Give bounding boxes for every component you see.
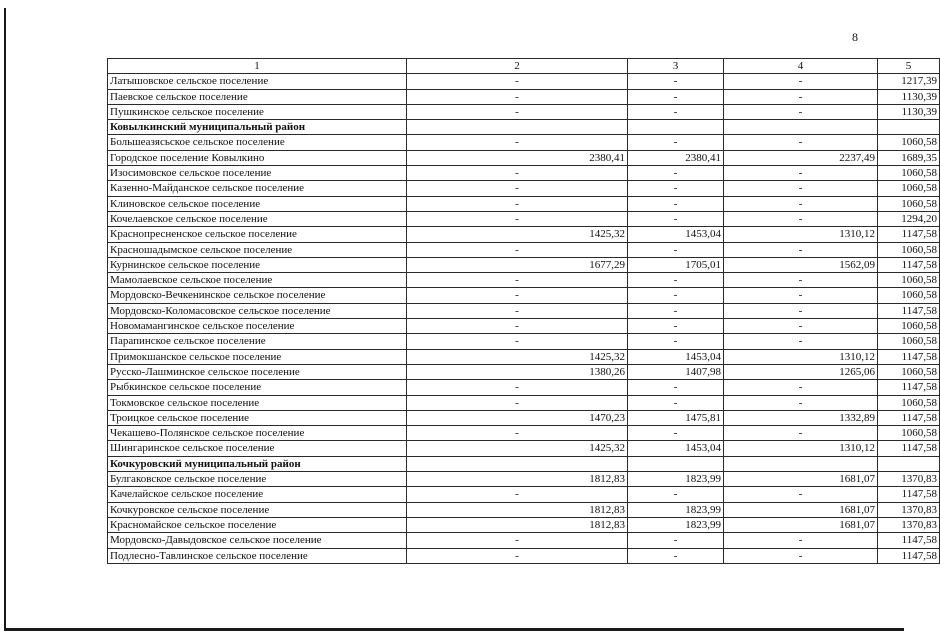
- value-cell-col3: -: [628, 211, 724, 226]
- value-cell-col2: -: [407, 487, 628, 502]
- value-cell-col3: -: [628, 426, 724, 441]
- value-cell-col4: [724, 120, 878, 135]
- value-cell-col4: -: [724, 533, 878, 548]
- value-cell-col2: 1812,83: [407, 472, 628, 487]
- value-cell-col5: 1060,58: [878, 288, 940, 303]
- value-cell-col3: -: [628, 74, 724, 89]
- value-cell-col5: 1060,58: [878, 181, 940, 196]
- value-cell-col2: -: [407, 181, 628, 196]
- settlement-name-cell: Русско-Лашминское сельское поселение: [108, 364, 407, 379]
- table-row: [108, 303, 940, 318]
- value-cell-col5: 1060,58: [878, 319, 940, 334]
- value-cell-col4: -: [724, 380, 878, 395]
- value-cell-col5: 1370,83: [878, 502, 940, 517]
- value-cell-col2: -: [407, 74, 628, 89]
- value-cell-col3: -: [628, 487, 724, 502]
- value-cell-col5: 1147,58: [878, 548, 940, 563]
- table-row: [108, 74, 940, 89]
- value-cell-col2: -: [407, 135, 628, 150]
- column-header-4: 4: [724, 59, 878, 74]
- value-cell-col3: 1407,98: [628, 364, 724, 379]
- settlement-name-cell: Новомамангинское сельское поселение: [108, 319, 407, 334]
- value-cell-col5: 1060,58: [878, 334, 940, 349]
- settlement-name-cell: Кочкуровский муниципальный район: [108, 456, 407, 471]
- settlement-name-cell: Красномайское сельское поселение: [108, 517, 407, 532]
- value-cell-col2: 1470,23: [407, 410, 628, 425]
- table-row: [108, 104, 940, 119]
- value-cell-col4: -: [724, 395, 878, 410]
- value-cell-col5: 1370,83: [878, 517, 940, 532]
- value-cell-col2: 1425,32: [407, 349, 628, 364]
- value-cell-col4: 1310,12: [724, 349, 878, 364]
- value-cell-col5: 1147,58: [878, 349, 940, 364]
- value-cell-col4: -: [724, 104, 878, 119]
- value-cell-col5: 1370,83: [878, 472, 940, 487]
- value-cell-col3: -: [628, 548, 724, 563]
- value-cell-col4: 1681,07: [724, 502, 878, 517]
- settlement-name-cell: Кочкуровское сельское поселение: [108, 502, 407, 517]
- value-cell-col2: -: [407, 380, 628, 395]
- settlement-name-cell: Городское поселение Ковылкино: [108, 150, 407, 165]
- value-cell-col5: 1060,58: [878, 166, 940, 181]
- settlement-name-cell: Краснопресненское сельское поселение: [108, 227, 407, 242]
- value-cell-col5: 1060,58: [878, 426, 940, 441]
- value-cell-col4: -: [724, 273, 878, 288]
- table-row: [108, 548, 940, 563]
- value-cell-col2: -: [407, 426, 628, 441]
- table-row: [108, 196, 940, 211]
- column-header-row: [108, 59, 940, 74]
- table-row: [108, 395, 940, 410]
- value-cell-col2: -: [407, 319, 628, 334]
- value-cell-col2: -: [407, 196, 628, 211]
- value-cell-col3: -: [628, 288, 724, 303]
- value-cell-col4: -: [724, 319, 878, 334]
- value-cell-col5: 1060,58: [878, 395, 940, 410]
- value-cell-col3: 1453,04: [628, 227, 724, 242]
- table-row: [108, 242, 940, 257]
- scan-edge-bottom: [4, 628, 904, 631]
- settlement-name-cell: Мордовско-Давыдовское сельское поселение: [108, 533, 407, 548]
- value-cell-col5: 1060,58: [878, 364, 940, 379]
- value-cell-col5: 1060,58: [878, 135, 940, 150]
- value-cell-col4: 1332,89: [724, 410, 878, 425]
- table-row: [108, 502, 940, 517]
- value-cell-col3: -: [628, 89, 724, 104]
- value-cell-col2: 1380,26: [407, 364, 628, 379]
- value-cell-col4: -: [724, 196, 878, 211]
- table-row: [108, 257, 940, 272]
- value-cell-col3: 1823,99: [628, 517, 724, 532]
- value-cell-col5: 1130,39: [878, 104, 940, 119]
- value-cell-col4: -: [724, 288, 878, 303]
- value-cell-col3: -: [628, 135, 724, 150]
- value-cell-col3: [628, 456, 724, 471]
- value-cell-col3: -: [628, 242, 724, 257]
- value-cell-col5: 1294,20: [878, 211, 940, 226]
- scan-edge-left: [4, 8, 6, 630]
- value-cell-col2: 1425,32: [407, 227, 628, 242]
- value-cell-col2: -: [407, 303, 628, 318]
- table-row: [108, 135, 940, 150]
- value-cell-col4: -: [724, 334, 878, 349]
- value-cell-col3: -: [628, 104, 724, 119]
- value-cell-col3: 1823,99: [628, 502, 724, 517]
- settlement-name-cell: Латышовское сельское поселение: [108, 74, 407, 89]
- settlement-name-cell: Чекашево-Полянское сельское поселение: [108, 426, 407, 441]
- value-cell-col3: 2380,41: [628, 150, 724, 165]
- value-cell-col2: 1425,32: [407, 441, 628, 456]
- value-cell-col2: -: [407, 166, 628, 181]
- value-cell-col5: 1217,39: [878, 74, 940, 89]
- value-cell-col2: -: [407, 334, 628, 349]
- value-cell-col5: 1147,58: [878, 410, 940, 425]
- value-cell-col3: -: [628, 196, 724, 211]
- table-row: [108, 533, 940, 548]
- value-cell-col4: -: [724, 303, 878, 318]
- table-row: [108, 487, 940, 502]
- column-header-1: 1: [108, 59, 407, 74]
- settlement-name-cell: Пушкинское сельское поселение: [108, 104, 407, 119]
- settlement-name-cell: Большеазясьское сельское поселение: [108, 135, 407, 150]
- settlement-name-cell: Красношадымское сельское поселение: [108, 242, 407, 257]
- table-row: [108, 166, 940, 181]
- table-row: [108, 334, 940, 349]
- settlement-name-cell: Мордовско-Коломасовское сельское поселение: [108, 303, 407, 318]
- value-cell-col3: -: [628, 181, 724, 196]
- value-cell-col5: [878, 456, 940, 471]
- value-cell-col2: [407, 456, 628, 471]
- settlement-name-cell: Клиновское сельское поселение: [108, 196, 407, 211]
- settlement-name-cell: Подлесно-Тавлинское сельское поселение: [108, 548, 407, 563]
- value-cell-col3: 1475,81: [628, 410, 724, 425]
- value-cell-col4: 1310,12: [724, 441, 878, 456]
- column-header-5: 5: [878, 59, 940, 74]
- value-cell-col5: 1060,58: [878, 242, 940, 257]
- table-row: [108, 288, 940, 303]
- table-row: [108, 150, 940, 165]
- table-body: [108, 59, 940, 564]
- tariff-table: [107, 58, 940, 564]
- settlement-name-cell: Паевское сельское поселение: [108, 89, 407, 104]
- column-header-3: 3: [628, 59, 724, 74]
- table-row: [108, 441, 940, 456]
- value-cell-col5: [878, 120, 940, 135]
- value-cell-col4: 1310,12: [724, 227, 878, 242]
- value-cell-col2: 2380,41: [407, 150, 628, 165]
- table-row: [108, 364, 940, 379]
- settlement-name-cell: Изосимовское сельское поселение: [108, 166, 407, 181]
- value-cell-col3: 1823,99: [628, 472, 724, 487]
- value-cell-col4: -: [724, 548, 878, 563]
- settlement-name-cell: Троицкое сельское поселение: [108, 410, 407, 425]
- settlement-name-cell: Примокшанское сельское поселение: [108, 349, 407, 364]
- column-header-2: 2: [407, 59, 628, 74]
- table-row: [108, 380, 940, 395]
- value-cell-col5: 1147,58: [878, 441, 940, 456]
- table-row: [108, 410, 940, 425]
- settlement-name-cell: Мордовско-Вечкенинское сельское поселение: [108, 288, 407, 303]
- value-cell-col5: 1147,58: [878, 380, 940, 395]
- value-cell-col4: -: [724, 426, 878, 441]
- value-cell-col3: -: [628, 395, 724, 410]
- value-cell-col2: 1812,83: [407, 517, 628, 532]
- value-cell-col4: -: [724, 74, 878, 89]
- settlement-name-cell: Мамолаевское сельское поселение: [108, 273, 407, 288]
- table-row: [108, 211, 940, 226]
- value-cell-col5: 1060,58: [878, 273, 940, 288]
- value-cell-col4: 1681,07: [724, 472, 878, 487]
- value-cell-col3: [628, 120, 724, 135]
- value-cell-col3: -: [628, 273, 724, 288]
- value-cell-col5: 1147,58: [878, 257, 940, 272]
- value-cell-col5: 1147,58: [878, 227, 940, 242]
- value-cell-col2: -: [407, 288, 628, 303]
- value-cell-col5: 1689,35: [878, 150, 940, 165]
- settlement-name-cell: Рыбкинское сельское поселение: [108, 380, 407, 395]
- value-cell-col4: 1265,06: [724, 364, 878, 379]
- section-header-row: [108, 120, 940, 135]
- value-cell-col3: -: [628, 303, 724, 318]
- table-row: [108, 89, 940, 104]
- settlement-name-cell: Парапинское сельское поселение: [108, 334, 407, 349]
- settlement-name-cell: Шингаринское сельское поселение: [108, 441, 407, 456]
- value-cell-col3: -: [628, 166, 724, 181]
- value-cell-col4: -: [724, 135, 878, 150]
- value-cell-col3: 1453,04: [628, 441, 724, 456]
- value-cell-col4: 1562,09: [724, 257, 878, 272]
- settlement-name-cell: Качелайское сельское поселение: [108, 487, 407, 502]
- value-cell-col2: -: [407, 104, 628, 119]
- value-cell-col3: -: [628, 334, 724, 349]
- value-cell-col4: 1681,07: [724, 517, 878, 532]
- table-row: [108, 273, 940, 288]
- value-cell-col4: -: [724, 166, 878, 181]
- table-row: [108, 349, 940, 364]
- settlement-name-cell: Кочелаевское сельское поселение: [108, 211, 407, 226]
- value-cell-col3: -: [628, 319, 724, 334]
- page-number: 8: [852, 30, 858, 44]
- value-cell-col5: 1147,58: [878, 533, 940, 548]
- table-row: [108, 517, 940, 532]
- settlement-name-cell: Ковылкинский муниципальный район: [108, 120, 407, 135]
- value-cell-col4: -: [724, 487, 878, 502]
- table-row: [108, 181, 940, 196]
- table-row: [108, 426, 940, 441]
- value-cell-col2: -: [407, 395, 628, 410]
- value-cell-col4: -: [724, 181, 878, 196]
- value-cell-col3: -: [628, 533, 724, 548]
- value-cell-col4: -: [724, 89, 878, 104]
- value-cell-col3: -: [628, 380, 724, 395]
- value-cell-col5: 1130,39: [878, 89, 940, 104]
- value-cell-col4: -: [724, 242, 878, 257]
- value-cell-col5: 1060,58: [878, 196, 940, 211]
- value-cell-col2: [407, 120, 628, 135]
- settlement-name-cell: Курнинское сельское поселение: [108, 257, 407, 272]
- value-cell-col3: 1453,04: [628, 349, 724, 364]
- value-cell-col4: 2237,49: [724, 150, 878, 165]
- table-row: [108, 227, 940, 242]
- table-row: [108, 319, 940, 334]
- value-cell-col2: 1812,83: [407, 502, 628, 517]
- settlement-name-cell: Токмовское сельское поселение: [108, 395, 407, 410]
- value-cell-col2: -: [407, 533, 628, 548]
- value-cell-col2: 1677,29: [407, 257, 628, 272]
- value-cell-col2: -: [407, 242, 628, 257]
- value-cell-col2: -: [407, 548, 628, 563]
- section-header-row: [108, 456, 940, 471]
- value-cell-col2: -: [407, 89, 628, 104]
- value-cell-col3: 1705,01: [628, 257, 724, 272]
- value-cell-col4: -: [724, 211, 878, 226]
- settlement-name-cell: Булгаковское сельское поселение: [108, 472, 407, 487]
- settlement-name-cell: Казенно-Майданское сельское поселение: [108, 181, 407, 196]
- value-cell-col2: -: [407, 273, 628, 288]
- value-cell-col5: 1147,58: [878, 303, 940, 318]
- value-cell-col2: -: [407, 211, 628, 226]
- value-cell-col4: [724, 456, 878, 471]
- table-row: [108, 472, 940, 487]
- value-cell-col5: 1147,58: [878, 487, 940, 502]
